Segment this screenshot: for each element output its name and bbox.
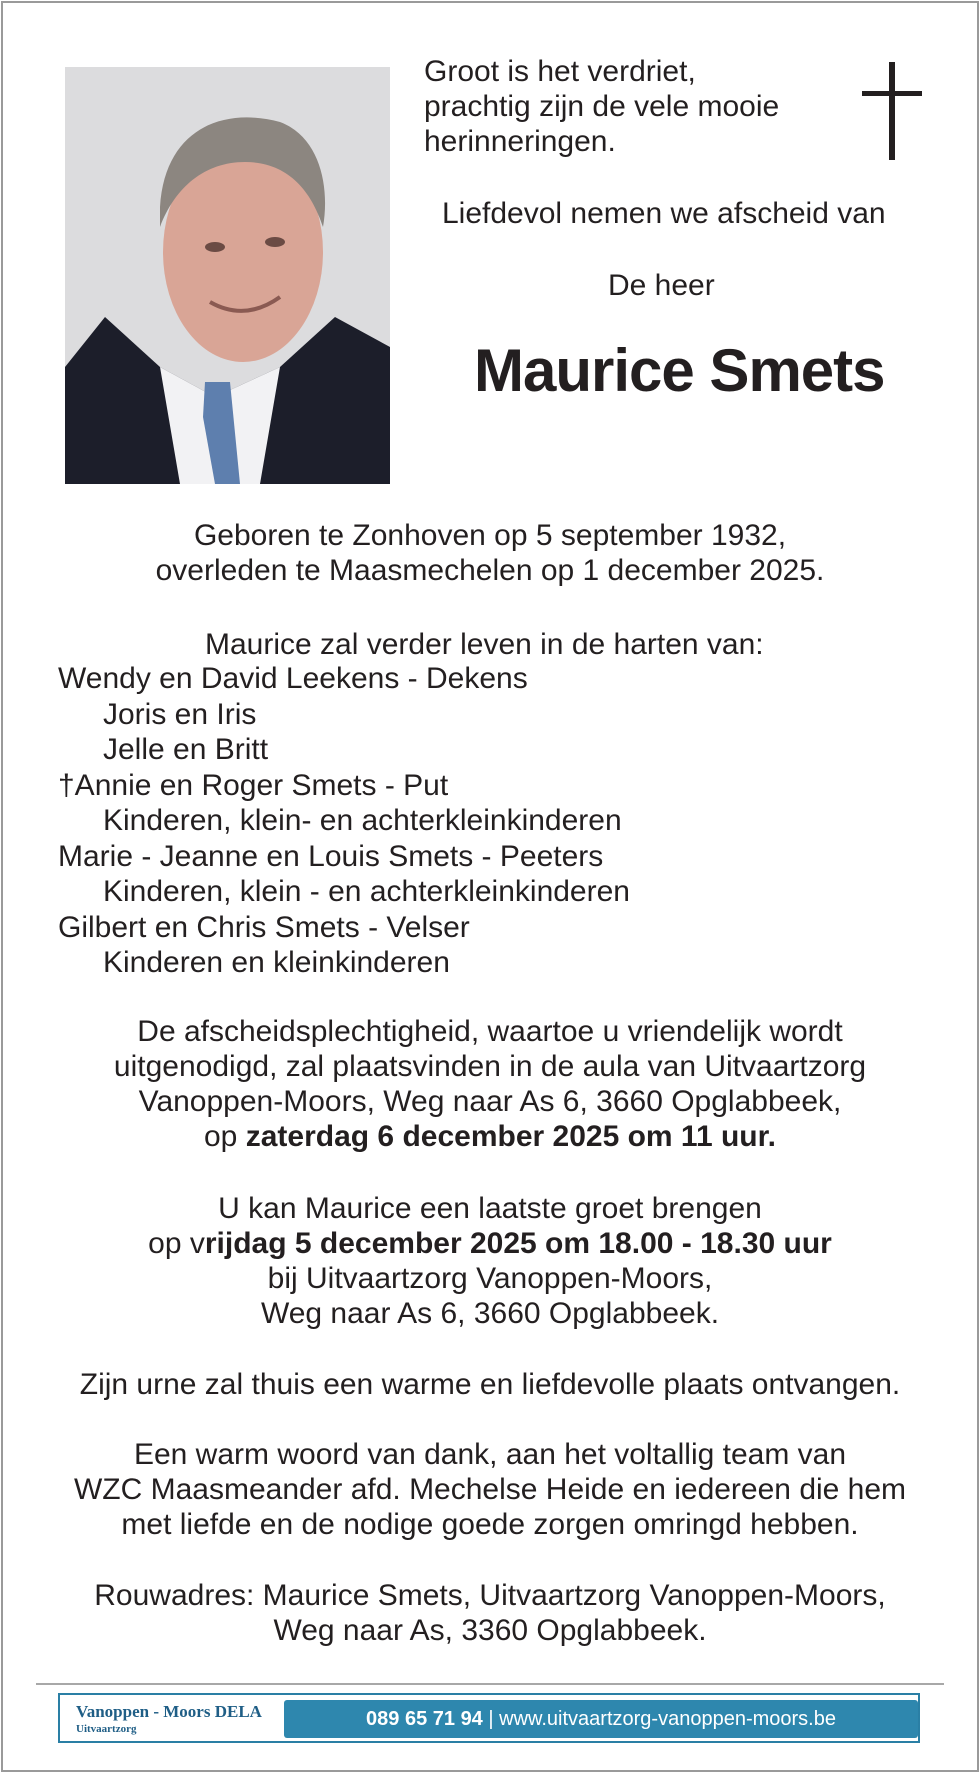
quote-line: prachtig zijn de vele mooie [424,90,780,123]
birth-death-details [0,518,980,588]
farewell-intro: Liefdevol nemen we afscheid van [442,197,886,230]
visitation-details [0,1191,980,1331]
death-line: overleden te Maasmechelen op 1 december 2025. [155,554,825,587]
honorific: De heer [608,269,715,302]
address-line: Rouwadres: Maurice Smets, Uitvaartzorg Vanoppen-Moors, [94,1579,886,1612]
ceremony-date-bold: zaterdag 6 december 2025 om 11 uur. [245,1120,776,1153]
family-list [58,661,630,981]
ceremony-line: De afscheidsplechtigheid, waartoe u vriendelijk wordt [137,1015,843,1048]
family-member: Wendy en David Leekens - Dekens [58,662,528,695]
funeral-home-logo: Vanoppen - Moors DELA [76,1702,262,1721]
visit-date-prefix: op v [148,1227,205,1260]
visit-line: U kan Maurice een laatste groet brengen [218,1192,762,1225]
latin-cross-icon [862,62,922,160]
thanks-line: met liefde en de nodige goede zorgen omringd hebben. [121,1508,859,1541]
address-line: Weg naar As, 3360 Opglabbeek. [273,1614,707,1647]
visit-date-bold: rijdag 5 december 2025 om 18.00 - 18.30 uur [204,1227,832,1260]
mourning-address [0,1578,980,1648]
birth-line: Geboren te Zonhoven op 5 september 1932, [193,519,787,552]
family-member: Joris en Iris [103,697,257,731]
funeral-home-footer [58,1693,920,1743]
visit-line: bij Uitvaartzorg Vanoppen-Moors, [267,1262,713,1295]
family-member: Kinderen en kleinkinderen [103,946,450,979]
family-member: Gilbert en Chris Smets - Velser [58,910,470,944]
phone-number[interactable]: 089 65 71 94 [366,1708,483,1730]
ceremony-line: uitgenodigd, zal plaatsvinden in de aula van Uitvaartzorg [113,1050,867,1083]
family-member: Kinderen, klein- en achterkleinkinderen [103,804,622,837]
deceased-name: Maurice Smets [474,337,885,404]
urn-note: Zijn urne zal thuis een warme en liefdevolle plaats ontvangen. [79,1368,901,1401]
family-member: Marie - Jeanne en Louis Smets - Peeters [58,839,604,873]
family-intro: Maurice zal verder leven in de harten van: [205,628,764,661]
ceremony-date [0,1119,980,1154]
family-member: Jelle en Britt [103,733,269,766]
quote-line: herinneringen. [424,125,616,158]
opening-quote [424,54,779,159]
contact-bar [284,1700,918,1738]
contact-separator: | [488,1708,494,1730]
family-member: †Annie en Roger Smets - Put [58,768,449,802]
thanks-line: Een warm woord van dank, aan het voltallig team van [133,1438,847,1471]
ceremony-date-prefix: op [204,1120,246,1153]
footer-divider [36,1683,944,1685]
website-link[interactable]: www.uitvaartzorg-vanoppen-moors.be [499,1708,836,1730]
funeral-home-logo-sub: Uitvaartzorg [76,1723,137,1735]
ceremony-details [0,1014,980,1154]
visit-date [0,1226,980,1261]
ceremony-line: Vanoppen-Moors, Weg naar As 6, 3660 Opglabbeek, [138,1085,842,1118]
thanks-line: WZC Maasmeander afd. Mechelse Heide en iedereen die hem [73,1473,907,1506]
visit-line: Weg naar As 6, 3660 Opglabbeek. [260,1297,720,1330]
quote-line: Groot is het verdriet, [424,55,696,88]
portrait-photo [65,67,390,484]
family-member: Kinderen, klein - en achterkleinkinderen [103,875,630,908]
thanks-note [0,1437,980,1542]
